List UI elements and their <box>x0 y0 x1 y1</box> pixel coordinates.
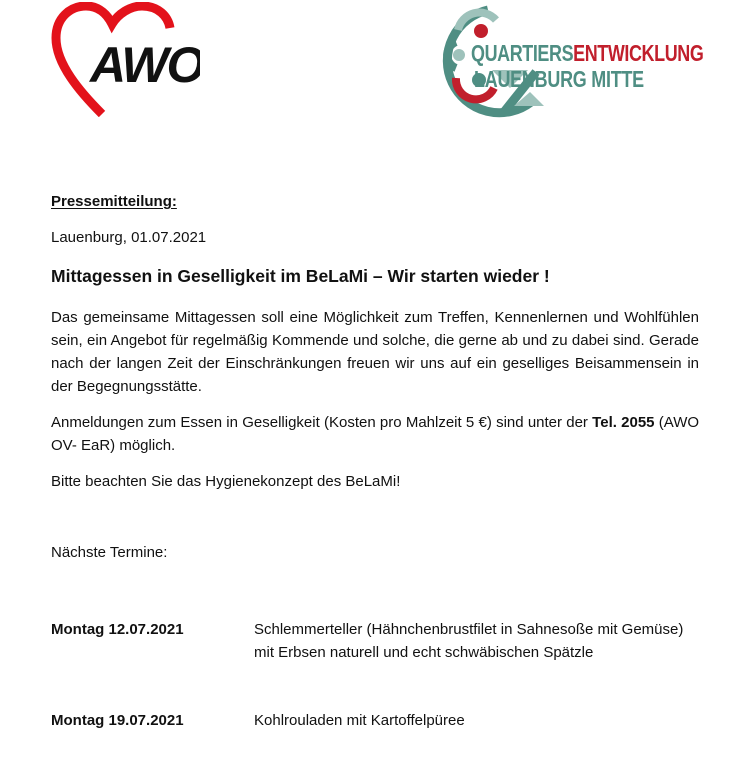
event-description: Schlemmerteller (Hähnchenbrustfilet in Sahnesoße mit Gemüse) mit Erbsen naturell und echt schwäbischen Spätzle <box>254 621 684 661</box>
paragraph-registration <box>51 411 699 457</box>
registration-text-end: (AWO OV- EaR) möglich. <box>51 414 700 454</box>
dateline: Lauenburg, 01.07.2021 <box>51 229 207 246</box>
paragraph-hygiene: Bitte beachten Sie das Hygienekonzept des BeLaMi! <box>51 473 401 490</box>
event-date: Montag 19.07.2021 <box>51 712 184 729</box>
headline: Mittagessen in Geselligkeit im BeLaMi – Wir starten wieder ! <box>51 266 550 286</box>
event-description: Kohlrouladen mit Kartoffelpüree <box>254 712 465 729</box>
logo-text-lauenburg-mitte: LAUENBURG MITTE <box>474 66 644 92</box>
next-dates-label: Nächste Termine: <box>51 544 168 561</box>
logo-text-entwicklung: ENTWICKLUNG <box>573 40 704 66</box>
press-release-label: Pressemitteilung: <box>51 193 177 210</box>
awo-logo <box>50 2 200 117</box>
event-date: Montag 12.07.2021 <box>51 621 184 638</box>
svg-text:AWO: AWO <box>90 37 200 93</box>
logo-text-quartiersentwicklung <box>471 40 703 67</box>
heart-icon <box>50 2 200 117</box>
logo-text-quartiers: QUARTIERS <box>471 40 574 66</box>
registration-text: Anmeldungen zum Essen in Geselligkeit (Kosten pro Mahlzeit 5 €) sind unter der <box>51 414 593 431</box>
phone-number: Tel. 2055 <box>592 414 655 431</box>
paragraph-intro: Das gemeinsame Mittagessen soll eine Möglichkeit zum Treffen, Kennenlernen und Wohlfühlen sein, ein Angebot für regelmäßig Kommende und solche, die gerne ab und zu dabei sind. Gerade nach der langen Zeit der Einschränkungen freuen wir uns auf ein geselliges Beisammensein in der Begegnungsstätte. <box>51 309 699 395</box>
